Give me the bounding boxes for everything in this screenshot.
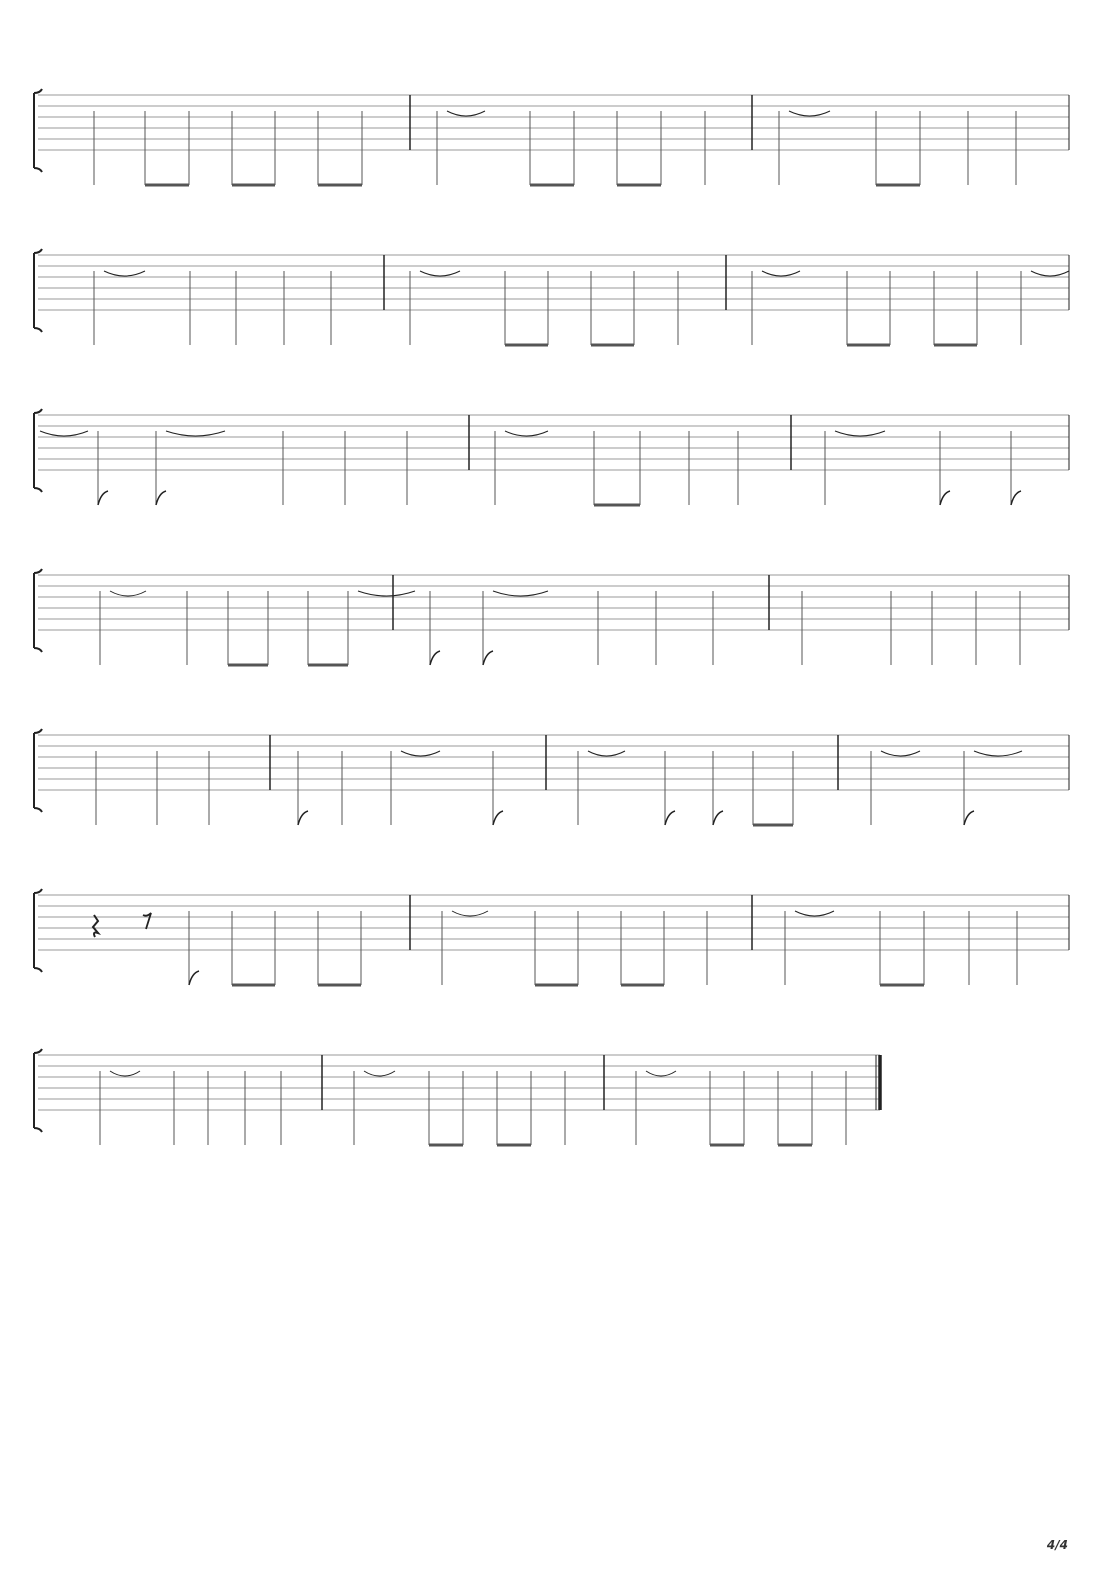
system-bracket: [34, 409, 42, 492]
tie-arc: [646, 1071, 676, 1076]
tie-arc: [452, 911, 488, 916]
eighth-flag: [940, 491, 950, 505]
eighth-flag: [189, 971, 199, 985]
system-bracket: [34, 89, 42, 172]
eighth-flag: [430, 651, 440, 665]
quarter-rest: [93, 915, 98, 937]
tie-arc: [789, 111, 830, 116]
tie-arc: [505, 431, 548, 436]
eighth-flag: [493, 811, 503, 825]
tie-arc: [974, 751, 1022, 756]
eighth-flag: [665, 811, 675, 825]
system-bracket: [34, 1049, 42, 1132]
tie-arc: [1031, 271, 1069, 276]
tie-arc: [493, 591, 548, 596]
tie-arc: [40, 431, 88, 436]
tie-arc: [835, 431, 885, 436]
tie-arc: [795, 911, 834, 916]
tie-arc: [420, 271, 460, 276]
tie-arc: [110, 591, 146, 596]
tie-arc: [358, 591, 415, 596]
eighth-flag: [298, 811, 308, 825]
system-bracket: [34, 729, 42, 812]
eighth-flag: [964, 811, 974, 825]
tie-arc: [104, 271, 145, 276]
eighth-flag: [156, 491, 166, 505]
tie-arc: [401, 751, 440, 756]
eighth-flag: [98, 491, 108, 505]
tie-arc: [166, 431, 225, 436]
tie-arc: [110, 1071, 140, 1076]
system-bracket: [34, 249, 42, 332]
tie-arc: [881, 751, 920, 756]
tie-arc: [762, 271, 800, 276]
system-bracket: [34, 889, 42, 972]
system-bracket: [34, 569, 42, 652]
eighth-flag: [713, 811, 723, 825]
tie-arc: [364, 1071, 395, 1076]
eighth-rest: [143, 913, 151, 929]
eighth-flag: [1011, 491, 1021, 505]
tie-arc: [447, 111, 485, 116]
page-number: 4/4: [1046, 1538, 1068, 1552]
eighth-flag: [483, 651, 493, 665]
tie-arc: [588, 751, 625, 756]
